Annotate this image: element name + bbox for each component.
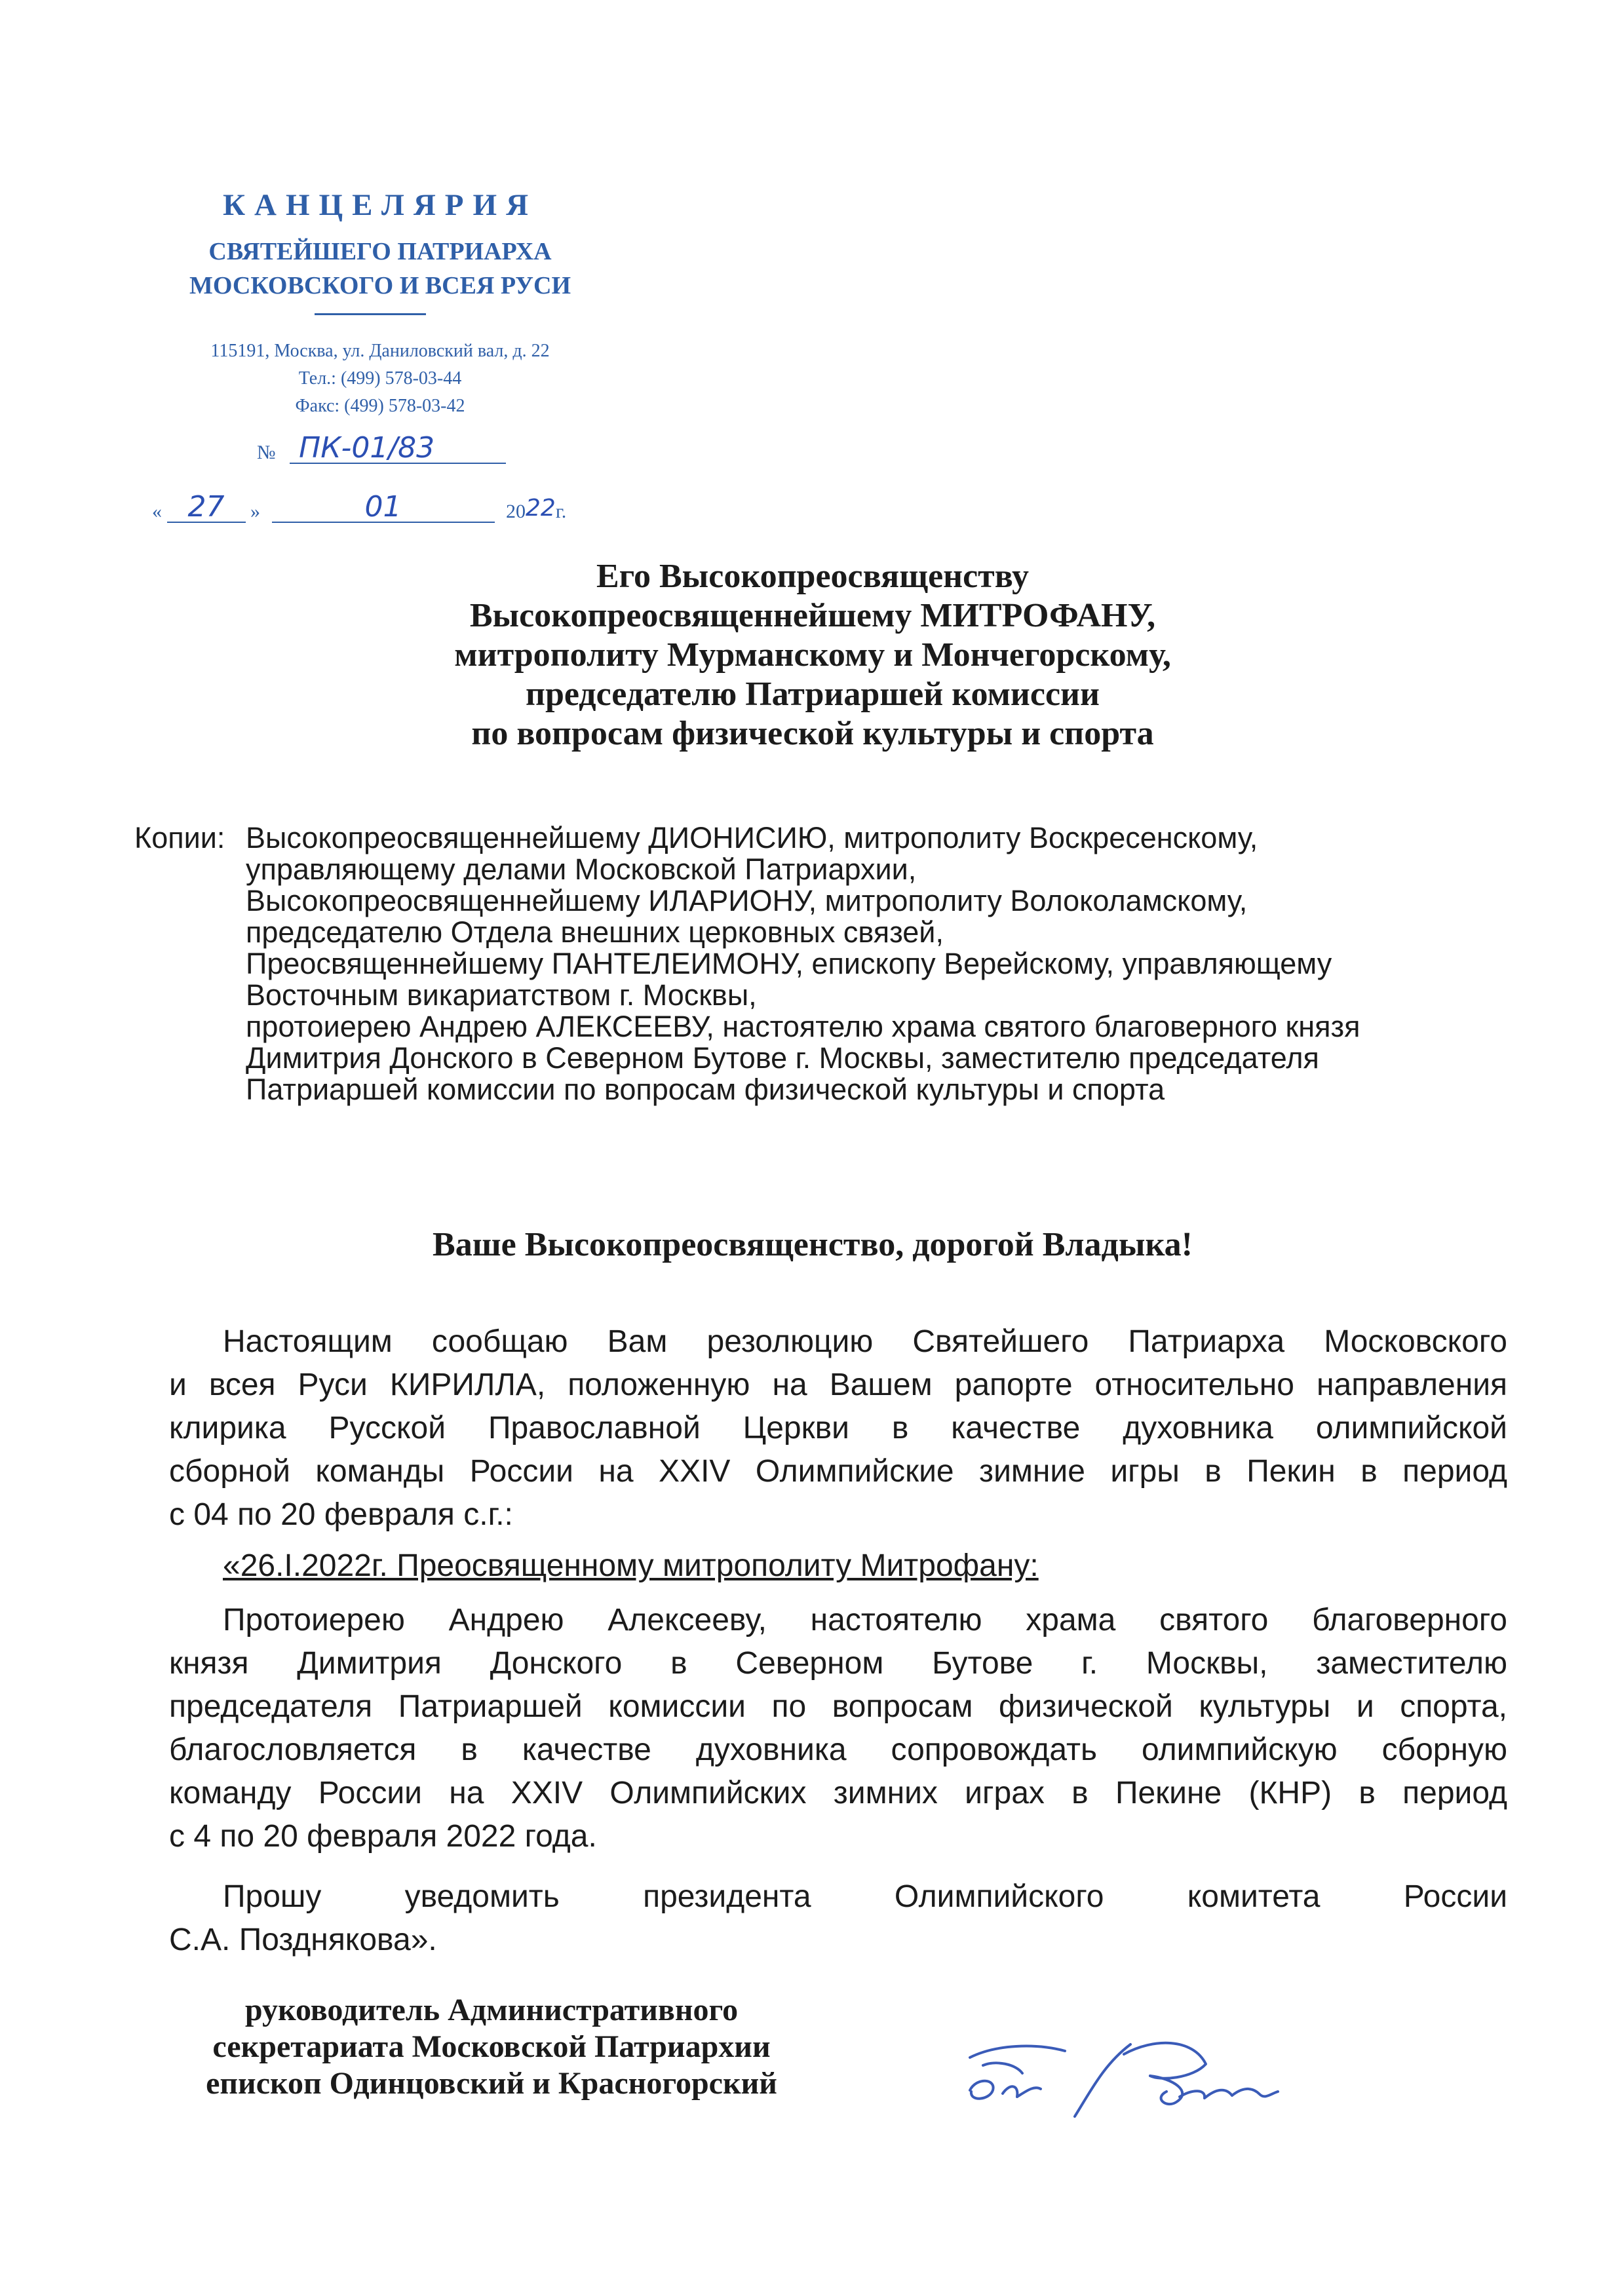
paragraph-line: клирика Русской Православной Церкви в качестве духовника олимпийской: [169, 1411, 1507, 1445]
signature-drawing: [957, 2018, 1298, 2136]
addressee-line: Его Высокопреосвященству: [596, 558, 1030, 595]
date-year-prefix: 20: [506, 501, 526, 522]
reference-number: [257, 431, 506, 465]
handwritten-year: 22: [526, 495, 556, 522]
paragraph-line: с 4 по 20 февраля 2022 года.: [169, 1819, 597, 1854]
signatory-title-line: епископ Одинцовский и Красногорский: [206, 2066, 777, 2101]
paragraph-line: сборной команды России на XXIV Олимпийские зимние игры в Пекин в период: [169, 1454, 1507, 1489]
paragraph-line: С.А. Позднякова».: [169, 1923, 437, 1957]
letterhead-address: 115191, Москва, ул. Даниловский вал, д. 22: [210, 341, 550, 361]
copies-line: протоиерею Андрею АЛЕКСЕЕВУ, настоятелю храма святого благоверного князя: [246, 1010, 1360, 1043]
copies-line: Восточным викариатством г. Москвы,: [246, 978, 757, 1012]
letterhead-divider: [315, 313, 426, 315]
greeting: Ваше Высокопреосвященство, дорогой Владыка!: [433, 1226, 1193, 1263]
handwritten-day: 27: [187, 490, 225, 524]
paragraph-line: Настоящим сообщаю Вам резолюцию Святейшего Патриарха Московского: [223, 1324, 1507, 1359]
copies-line: Высокопреосвященнейшему ДИОНИСИЮ, митрополиту Воскресенскому,: [246, 821, 1258, 854]
resolution-heading: «26.I.2022г. Преосвященному митрополиту Митрофану:: [223, 1548, 1039, 1583]
letterhead-phone: Тел.: (499) 578-03-44: [298, 368, 462, 389]
signatory-title-line: руководитель Административного: [244, 1993, 739, 2027]
letterhead-title: КАНЦЕЛЯРИЯ: [222, 188, 538, 222]
letterhead-line-1: СВЯТЕЙШЕГО ПАТРИАРХА: [208, 238, 552, 265]
letterhead-fax: Факс: (499) 578-03-42: [295, 396, 465, 416]
paragraph-line: с 04 по 20 февраля с.г.:: [169, 1497, 513, 1532]
handwritten-number: ПК-01/83: [299, 431, 435, 465]
addressee-line: митрополиту Мурманскому и Мончегорскому,: [454, 636, 1171, 674]
number-label: №: [257, 442, 276, 463]
copies-line: Высокопреосвященнейшему ИЛАРИОНУ, митрополиту Волоколамскому,: [246, 884, 1248, 917]
copies-line: Димитрия Донского в Северном Бутове г. Москвы, заместителю председателя: [246, 1041, 1319, 1075]
copies-line: Патриаршей комиссии по вопросам физической культуры и спорта: [246, 1073, 1165, 1106]
paragraph-line: Прошу уведомить президента Олимпийского комитета России: [223, 1879, 1507, 1914]
addressee-block: [131, 557, 1494, 754]
date-open-quote: «: [152, 501, 162, 522]
date-close-quote: »: [250, 501, 260, 522]
addressee-line: Высокопреосвященнейшему МИТРОФАНУ,: [469, 597, 1156, 634]
date-day-field: [167, 490, 246, 524]
paragraph-line: благословляется в качестве духовника сопровождать олимпийскую сборную: [169, 1732, 1507, 1767]
date-year-end: г.: [555, 501, 567, 522]
handwritten-month: 01: [364, 490, 402, 524]
signature-block: [151, 1992, 832, 2102]
paragraph-line: и всея Руси КИРИЛЛА, положенную на Вашем рапорте относительно направления: [169, 1368, 1507, 1402]
date-month-field: [272, 490, 495, 524]
copies-label: Копии:: [134, 821, 225, 854]
copies-line: Преосвященнейшему ПАНТЕЛЕИМОНУ, епископу Верейскому, управляющему: [246, 947, 1332, 980]
addressee-line: по вопросам физической культуры и спорта: [471, 715, 1154, 752]
reference-date: [152, 490, 567, 524]
paragraph-line: председателя Патриаршей комиссии по вопросам физической культуры и спорта,: [169, 1689, 1507, 1724]
letterhead-line-2: МОСКОВСКОГО И ВСЕЯ РУСИ: [189, 272, 571, 299]
paragraph-line: князя Димитрия Донского в Северном Бутове г. Москвы, заместителю: [169, 1646, 1507, 1681]
handwritten-signature: [957, 2018, 1298, 2139]
copies-line: председателю Отдела внешних церковных связей,: [246, 915, 944, 949]
paragraph-line: команду России на XXIV Олимпийских зимних играх в Пекине (КНР) в период: [169, 1776, 1507, 1810]
paragraph-line: Протоиерею Андрею Алексееву, настоятелю храма святого благоверного: [223, 1603, 1507, 1637]
number-field: [290, 431, 506, 465]
copies-line: управляющему делами Московской Патриархии,: [246, 852, 917, 886]
addressee-line: председателю Патриаршей комиссии: [526, 676, 1100, 713]
signatory-title-line: секретариата Московской Патриархии: [212, 2029, 771, 2064]
